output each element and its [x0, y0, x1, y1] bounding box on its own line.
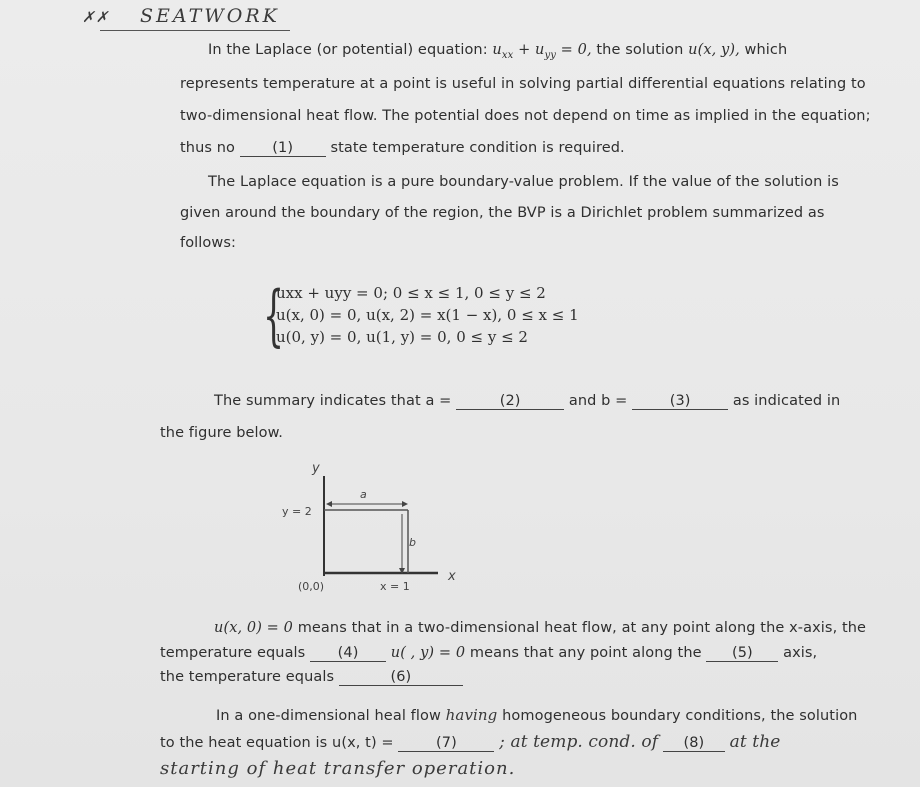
- a-arrow-tail: [326, 501, 332, 507]
- y-mark-label: y = 2: [282, 505, 312, 518]
- p1-line2: represents temperature at a point is useful in solving partial differential equations relating to: [180, 76, 866, 92]
- p4-line2: to the heat equation is u(x, t) = (7) ; at temp. cond. of (8) at the: [160, 732, 781, 752]
- laplace-equation: $u_{xx} + u_{yy} = 0$,: [492, 42, 592, 61]
- p1-line1: In the Laplace (or potential) equation: $u_{xx} + u_{yy} = 0$, the solution u(x, y), which: [208, 42, 788, 61]
- x-axis-label: x: [448, 569, 456, 584]
- b-label: b: [409, 536, 416, 549]
- a-label: a: [360, 488, 367, 501]
- blank-4[interactable]: (4): [310, 646, 386, 662]
- p3-line1: u(x, 0) = 0 means that in a two-dimensional heat flow, at any point along the x-axis, the: [214, 620, 867, 636]
- p2-line2: given around the boundary of the region, the BVP is a Dirichlet problem summarized as: [180, 205, 825, 221]
- p2-line1: The Laplace equation is a pure boundary-value problem. If the value of the solution is: [208, 174, 839, 190]
- blank-2[interactable]: (2): [456, 394, 564, 410]
- handwritten-at-the: at the: [729, 732, 781, 752]
- blank-6[interactable]: (6): [339, 670, 463, 686]
- system-brace: {: [263, 277, 284, 354]
- blank-8[interactable]: (8): [663, 736, 725, 752]
- p3-line3: the temperature equals (6): [160, 669, 463, 686]
- header-title: SEATWORK: [140, 5, 280, 27]
- handwritten-having: having: [445, 706, 498, 724]
- p3-line2: temperature equals (4) u( , y) = 0 means that any point along the (5) axis,: [160, 645, 818, 661]
- x-mark-label: x = 1: [380, 580, 410, 593]
- region-figure: [270, 458, 470, 598]
- blank-7[interactable]: (7): [398, 736, 494, 752]
- blank-5[interactable]: (5): [706, 646, 778, 662]
- handwritten-temp-cond: ; at temp. cond. of: [499, 732, 659, 752]
- summary-line2: the figure below.: [160, 425, 283, 441]
- p4-line1: In a one-dimensional heal flow having homogeneous boundary conditions, the solution: [216, 706, 858, 724]
- system-eq2: u(x, 0) = 0, u(x, 2) = x(1 − x), 0 ≤ x ≤ 1: [276, 306, 579, 324]
- system-eq1: uxx + uyy = 0; 0 ≤ x ≤ 1, 0 ≤ y ≤ 2: [276, 284, 546, 302]
- p1-line4: thus no (1) state temperature condition is required.: [180, 140, 625, 156]
- y-axis-label: y: [312, 461, 320, 476]
- origin-label: (0,0): [298, 580, 325, 593]
- p4-line3-handwritten: starting of heat transfer operation.: [160, 758, 516, 779]
- system-eq3: u(0, y) = 0, u(1, y) = 0, 0 ≤ y ≤ 2: [276, 328, 528, 346]
- blank-1[interactable]: (1): [240, 141, 326, 157]
- blank-3[interactable]: (3): [632, 394, 728, 410]
- p2-line3: follows:: [180, 235, 237, 251]
- header-underline: [100, 30, 290, 31]
- summary-line1: The summary indicates that a = (2) and b = (3) as indicated in: [214, 393, 841, 409]
- a-arrow-head: [402, 501, 408, 507]
- p1-line3: two-dimensional heat flow. The potential does not depend on time as implied in the equation;: [180, 108, 871, 124]
- header-scribble: ✗✗: [82, 8, 110, 26]
